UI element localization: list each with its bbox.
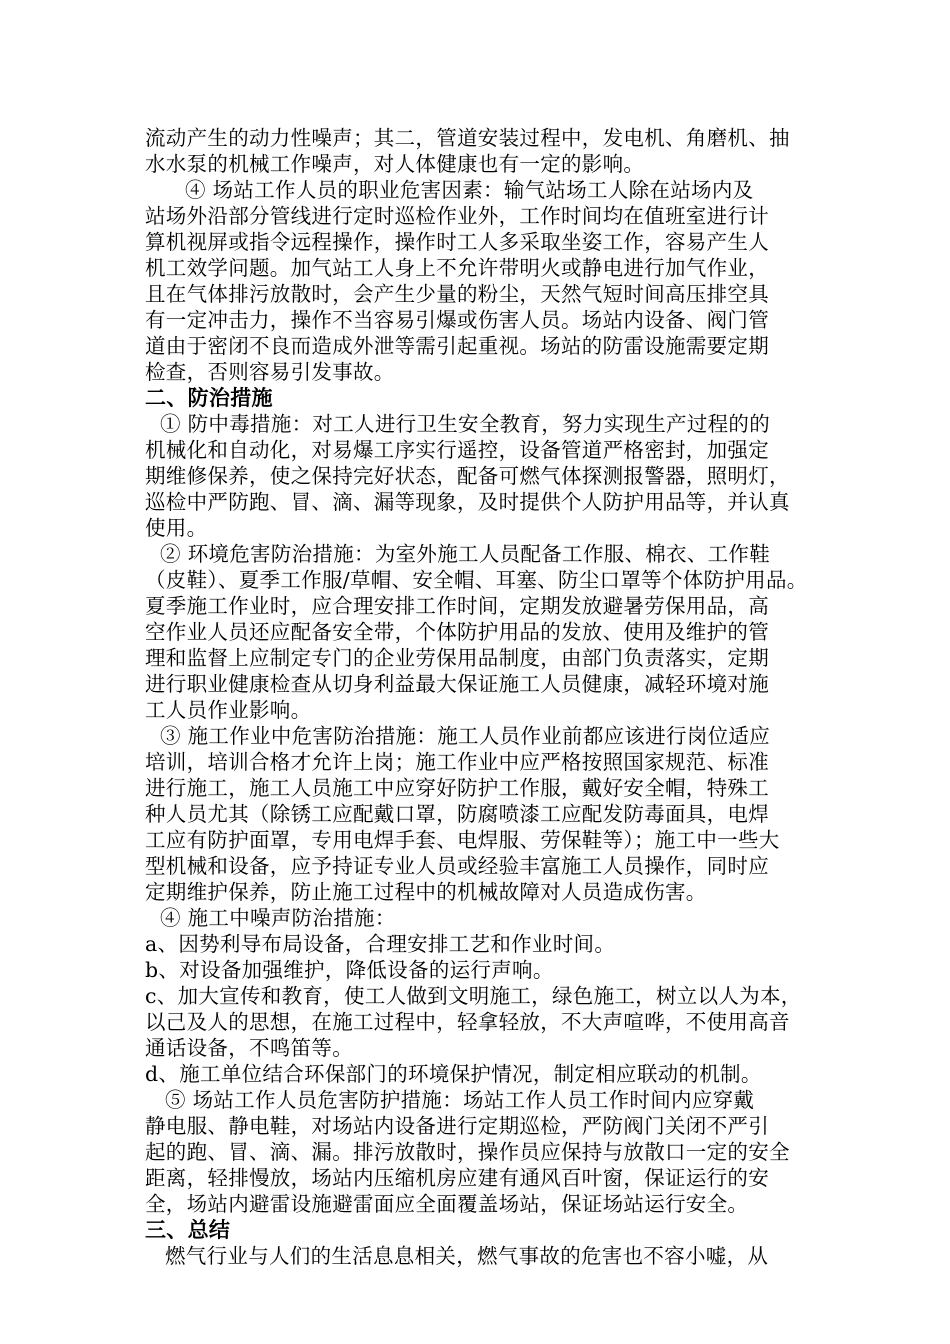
section-heading: 二、防治措施: [145, 385, 273, 410]
text-line: ② 环境危害防治措施：为室外施工人员配备工作服、棉衣、工作鞋: [160, 542, 771, 566]
list-item: c、加大宣传和教育，使工人做到文明施工，绿色施工，树立以人为本，: [145, 984, 802, 1008]
text-line: 有一定冲击力，操作不当容易引爆或伤害人员。场站内设备、阀门管: [145, 308, 769, 332]
text-line: 以己及人的思想，在施工过程中，轻拿轻放，不大声喧哗，不使用高音: [145, 1010, 790, 1034]
text-line: 定期维护保养，防止施工过程中的机械故障对人员造成伤害。: [145, 880, 707, 904]
text-line: 道由于密闭不良而造成外泄等需引起重视。场站的防雷设施需要定期: [145, 334, 769, 358]
text-line: 通话设备，不鸣笛等。: [145, 1036, 353, 1060]
text-line: 种人员尤其（除锈工应配戴口罩，防腐喷漆工应配发防毒面具，电焊: [145, 802, 769, 826]
text-line: 工人员作业影响。: [145, 698, 312, 722]
text-line: 机械化和自动化，对易爆工序实行遥控，设备管道严格密封，加强定: [145, 438, 769, 462]
text-line: 巡检中严防跑、冒、滴、漏等现象，及时提供个人防护用品等，并认真: [145, 490, 790, 514]
text-line: 算机视屏或指令远程操作，操作时工人多采取坐姿工作，容易产生人: [145, 230, 769, 254]
text-line: ③ 施工作业中危害防治措施：施工人员作业前都应该进行岗位适应: [160, 724, 771, 748]
text-line: ⑤ 场站工作人员危害防护措施：场站工作人员工作时间内应穿戴: [165, 1088, 755, 1112]
text-line: 且在气体排污放散时，会产生少量的粉尘，天然气短时间高压排空具: [145, 282, 769, 306]
text-line: 全，场站内避雷设施避雷面应全面覆盖场站，保证场站运行安全。: [145, 1192, 749, 1216]
text-line: 理和监督上应制定专门的企业劳保用品制度，由部门负责落实，定期: [145, 646, 769, 670]
text-line: 进行职业健康检查从切身利益最大保证施工人员健康，减轻环境对施: [145, 672, 769, 696]
text-line: 夏季施工作业时，应合理安排工作时间，定期发放避暑劳保用品，高: [145, 594, 769, 618]
text-line: 使用。: [145, 516, 208, 540]
text-line: 工应有防护面罩，专用电焊手套、电焊服、劳保鞋等）；施工中一些大: [145, 828, 780, 852]
text-line: 机工效学问题。加气站工人身上不允许带明火或静电进行加气作业，: [145, 256, 769, 280]
text-line: ① 防中毒措施：对工人进行卫生安全教育，努力实现生产过程的的: [160, 412, 771, 436]
list-item: d、施工单位结合环保部门的环境保护情况，制定相应联动的机制。: [145, 1062, 762, 1086]
text-line: 起的跑、冒、滴、漏。排污放散时，操作员应保持与放散口一定的安全: [145, 1140, 790, 1164]
list-item: b、对设备加强维护，降低设备的运行声响。: [145, 958, 554, 982]
list-item: a、因势利导布局设备，合理安排工艺和作业时间。: [145, 932, 616, 956]
text-line: 静电服、静电鞋，对场站内设备进行定期巡检，严防阀门关闭不严引: [145, 1114, 769, 1138]
text-line: 流动产生的动力性噪声；其二，管道安装过程中，发电机、角磨机、抽: [145, 126, 790, 150]
text-line: （皮鞋）、夏季工作服/草帽、安全帽、耳塞、防尘口罩等个体防护用品。: [145, 568, 808, 592]
text-line: 燃气行业与人们的生活息息相关，燃气事故的危害也不容小嘘，从: [165, 1244, 769, 1268]
text-line: 检查，否则容易引发事故。: [145, 360, 395, 384]
text-line: 进行施工，施工人员施工中应穿好防护工作服，戴好安全帽，特殊工: [145, 776, 769, 800]
text-line: 站场外沿部分管线进行定时巡检作业外，工作时间均在值班室进行计: [145, 204, 769, 228]
text-line: 期维修保养，使之保持完好状态，配备可燃气体探测报警器，照明灯，: [145, 464, 790, 488]
text-line: ④ 施工中噪声防治措施：: [160, 906, 396, 930]
section-heading: 三、总结: [145, 1217, 231, 1242]
text-line: 培训，培训合格才允许上岗；施工作业中应严格按照国家规范、标准: [145, 750, 769, 774]
text-line: 距离，轻排慢放，场站内压缩机房应建有通风百叶窗，保证运行的安: [145, 1166, 769, 1190]
text-line: 水水泵的机械工作噪声，对人体健康也有一定的影响。: [145, 152, 645, 176]
text-line: 空作业人员还应配备安全带，个体防护用品的发放、使用及维护的管: [145, 620, 769, 644]
text-line: ④ 场站工作人员的职业危害因素：输气站场工人除在站场内及: [185, 178, 754, 202]
text-line: 型机械和设备，应予持证专业人员或经验丰富施工人员操作，同时应: [145, 854, 769, 878]
